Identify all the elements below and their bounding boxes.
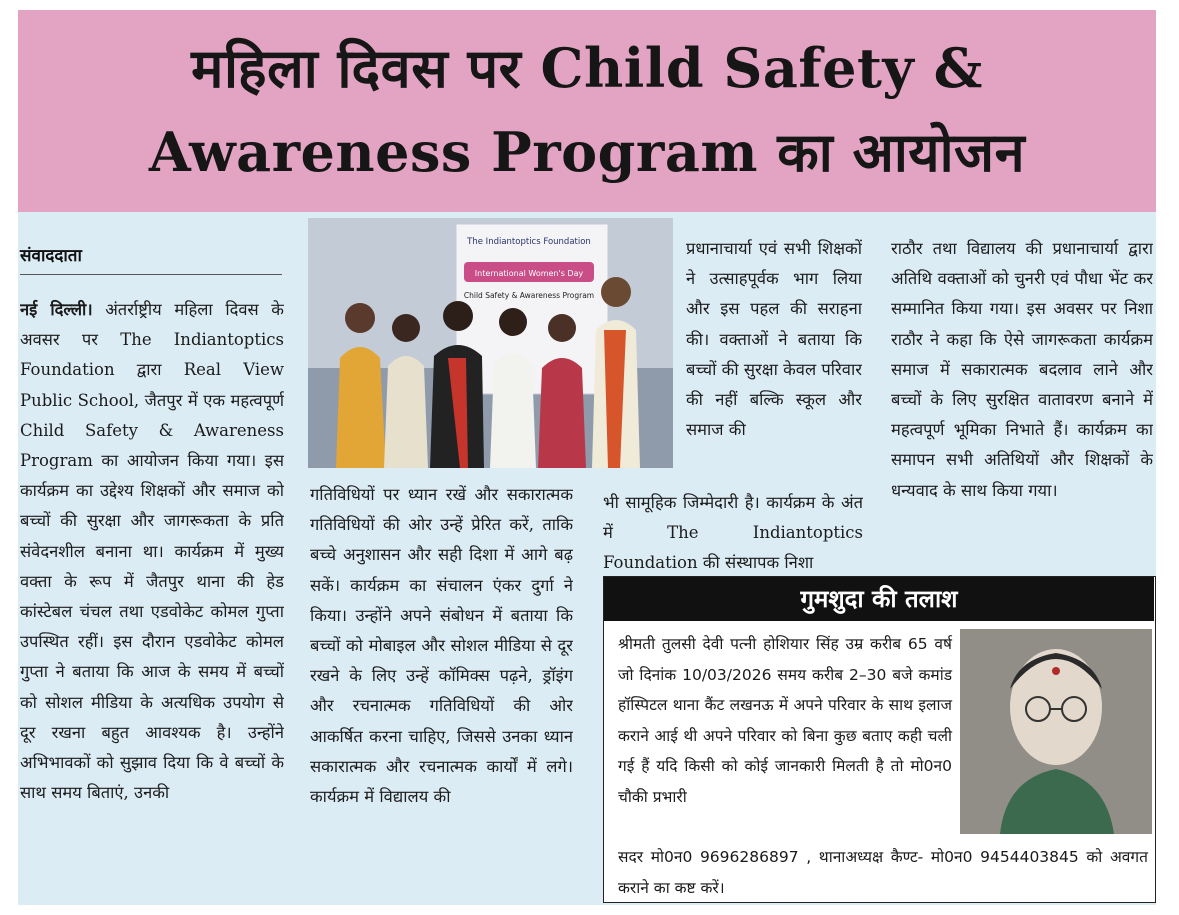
banner-title: International Women's Day <box>474 269 584 278</box>
headline-band <box>18 10 1156 212</box>
missing-notice-contacts: सदर मो0न0 9696286897 , थानाअध्यक्ष कैण्ट- मो0न0 9454403845 को अवगत कराने का कष्ट करें। <box>618 848 1148 897</box>
article-column-3: प्रधानाचार्या एवं सभी शिक्षकों ने उत्साहपूर्वक भाग लिया और इस पहल की सराहना की। वक्ताओं ने बताया कि बच्चों की सुरक्षा केवल परिवार की नहीं बल्कि स्कूल और समाज की <box>686 239 862 440</box>
dateline: नई दिल्ली। <box>20 300 93 319</box>
article-column-3-continued: भी सामूहिक जिम्मेदारी है। कार्यक्रम के अंत में The Indiantoptics Foundation की संस्थापक निशा <box>603 493 863 573</box>
newspaper-page <box>18 10 1156 905</box>
headline-line-1: महिला दिवस पर Child Safety & <box>191 36 983 100</box>
headline-line-2: Awareness Program का आयोजन <box>148 120 1026 184</box>
article-text-1: अंतर्राष्ट्रीय महिला दिवस के अवसर पर The Indiantoptics Foundation द्वारा Real View Public School, जैतपुर में एक महत्वपूर्ण Child Safety & Awareness Program का आयोजन किया गया। इस कार्यक्रम का उद्देश्य शिक्षकों और समाज को बच्चों की सुरक्षा और जागरूकता के प्रति संवेदनशील बनाना था। कार्यक्रम में मुख्य वक्ता के रूप में जैतपुर थाना की हेड कांस्टेबल चंचल तथा एडवोकेट कोमल गुप्ता उपस्थित रहीं। इस दौरान एडवोकेट कोमल गुप्ता ने बताया कि आज के समय में बच्चों को सोशल मीडिया के अत्यधिक उपयोग से दूर रखना बहुत आवश्यक है। उन्होंने अभिभावकों को सुझाव दिया कि वे बच्चों के साथ समय बिताएं, उनकी <box>20 300 284 803</box>
event-photo <box>308 218 673 468</box>
banner-subtitle: Child Safety & Awareness Program <box>463 291 595 300</box>
missing-person-photo <box>960 629 1152 834</box>
byline: संवाददाता <box>20 243 282 275</box>
missing-person-notice <box>603 576 1156 903</box>
banner-org: The Indiantoptics Foundation <box>467 237 591 247</box>
headline <box>18 26 1156 194</box>
article-column-2: गतिविधियों पर ध्यान रखें और सकारात्मक गतिविधियों की ओर उन्हें प्रेरित करें, ताकि बच्चे अनुशासन और सही दिशा में आगे बढ़ सकें। कार्यक्रम का संचालन एंकर दुर्गा ने किया। उन्होंने अपने संबोधन में बताया कि बच्चों को मोबाइल और सोशल मीडिया से दूर रखने के लिए उन्हें कॉमिक्स पढ़ने, ड्रॉइंग और रचनात्मक गतिविधियों की ओर आकर्षित करना चाहिए, जिससे उनका ध्यान सकारात्मक और रचनात्मक कार्यों में लगे। कार्यक्रम में विद्यालय की <box>310 485 573 807</box>
missing-notice-text: श्रीमती तुलसी देवी पत्नी होशियार सिंह उम्र करीब 65 वर्ष जो दिनांक 10/03/2026 समय करीब 2–30 बजे कमांड हॉस्पिटल थाना कैंट लखनऊ में अपने परिवार के साथ इलाज कराने आई थी अपने परिवार को बिना कुछ बताए कही चली गई हैं यदि किसी को कोई जानकारी मिलती है तो मो0न0 चौकी प्रभारी <box>618 635 952 806</box>
article-column-1 <box>20 295 284 895</box>
article-column-4: राठौर तथा विद्यालय की प्रधानाचार्या द्वारा अतिथि वक्ताओं को चुनरी एवं पौधा भेंट कर सम्मानित किया गया। इस अवसर पर निशा राठौर ने कहा कि ऐसे जागरूकता कार्यक्रम समाज में सकारात्मक बदलाव लाने और बच्चों के लिए सुरक्षित वातावरण बनाने में महत्वपूर्ण भूमिका निभाते हैं। कार्यक्रम का समापन सभी अतिथियों और शिक्षकों के धन्यवाद के साथ किया गया। <box>891 239 1153 500</box>
missing-notice-heading: गुमशुदा की तलाश <box>604 577 1154 621</box>
